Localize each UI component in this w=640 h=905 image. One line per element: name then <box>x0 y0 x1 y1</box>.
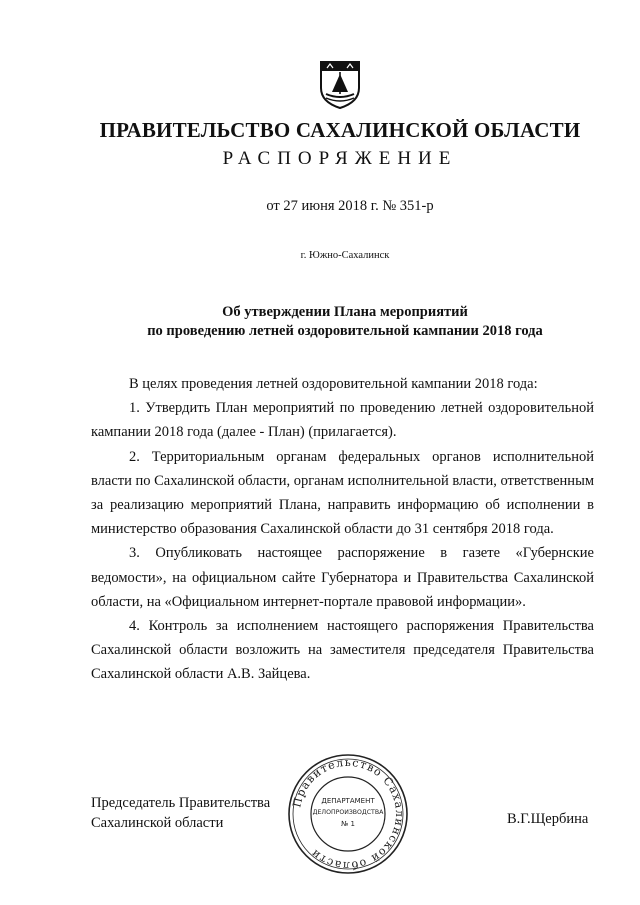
intro-paragraph: В целях проведения летней оздоровительной кампании 2018 года: <box>129 376 538 392</box>
signer-name: В.Г.Щербина <box>507 811 589 827</box>
paragraph-2: 2. Территориальным органам федеральных органов исполнительной власти по Сахалинской области, органам исполнительной власти, ответственным за реализацию мероприятий Плана, направить информацию об исполнении в министерство образования Сахалинской области до 31 сентября 2018 года. <box>91 448 594 538</box>
stamp-inner-line-2: ДЕЛОПРОИЗВОДСТВА <box>312 809 384 816</box>
subject-line-2: по проведению летней оздоровительной кампании 2018 года <box>147 323 543 339</box>
paragraph-1: 1. Утвердить План мероприятий по проведению летней оздоровительной кампании 2018 года (далее - План) (прилагается). <box>91 400 594 441</box>
government-title: ПРАВИТЕЛЬСТВО САХАЛИНСКОЙ ОБЛАСТИ <box>99 118 581 142</box>
subject-line-1: Об утверждении Плана мероприятий <box>222 304 468 320</box>
stamp-inner-line-3: № 1 <box>341 820 355 828</box>
stamp-inner-line-1: ДЕПАРТАМЕНТ <box>321 797 375 805</box>
paragraph-3: 3. Опубликовать настоящее распоряжение в газете «Губернские ведомости», на официальном сайте Губернатора и Правительства Сахалинской области, на «Официальном интернет-портале правовой информации». <box>91 545 594 610</box>
signer-title-line-1: Председатель Правительства <box>91 795 271 811</box>
signer-title <box>91 793 270 833</box>
signer-title-line-2: Сахалинской области <box>91 815 224 831</box>
coat-of-arms-icon <box>318 58 362 110</box>
official-stamp <box>286 752 410 876</box>
document-subject <box>0 303 640 341</box>
stamp-outer-text: Правительство Сахалинской области <box>290 755 407 873</box>
document-type: РАСПОРЯЖЕНИЕ <box>222 148 458 169</box>
city-line: г. Южно-Сахалинск <box>300 250 390 261</box>
document-body <box>91 372 594 687</box>
paragraph-4: 4. Контроль за исполнением настоящего распоряжения Правительства Сахалинской области возложить на заместителя председателя Правительства Сахалинской области А.В. Зайцева. <box>91 618 594 683</box>
date-number-line: от 27 июня 2018 г. № 351-р <box>266 198 434 214</box>
